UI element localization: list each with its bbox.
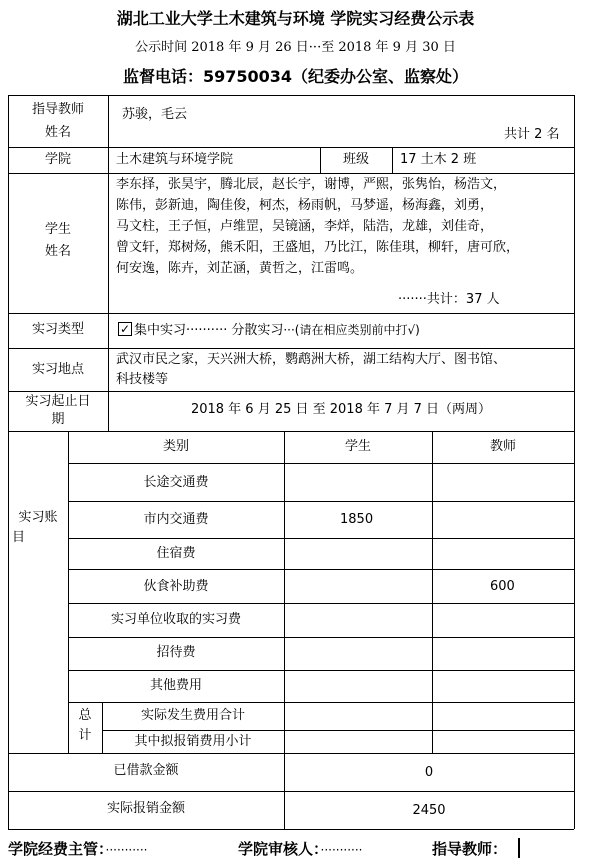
row-category: 市内交通费: [143, 512, 209, 527]
footer-director: [8, 838, 147, 859]
subtotal-actual: 实际发生费用合计: [140, 708, 245, 723]
teacher-total: 共计 2 名: [504, 127, 560, 142]
footer-reviewer-dots: ···········: [320, 843, 363, 857]
row-teacher-amount: 600: [490, 579, 515, 594]
type-scattered: 分散实习: [231, 323, 284, 338]
row-category: 住宿费: [156, 546, 196, 561]
teacher-label: 指导教师: [31, 102, 84, 117]
col-header-category: 类别: [162, 439, 189, 454]
col-header-teacher: 教师: [489, 439, 516, 454]
supervision-hotline: 监督电话：59750034（纪委办公室、监察处）: [122, 67, 469, 86]
teacher-names: 苏骏，毛云: [122, 107, 188, 122]
footer-reviewer-label: 学院审核人：: [238, 840, 321, 858]
student-total: ·······共计：37 人: [398, 292, 500, 307]
subtotal-reimburse: 其中拟报销费用小计: [134, 734, 252, 749]
col-header-student: 学生: [344, 439, 371, 454]
footer-director-dots: ···········: [105, 843, 148, 857]
row-category: 伙食补助费: [143, 579, 209, 594]
accounts-label-2: 目: [12, 530, 26, 545]
dates-label-2: 期: [51, 412, 65, 427]
row-category: 长途交通费: [143, 475, 209, 490]
student-names-line: 曾文轩，郑树炀，熊禾阳，王盛旭，乃比江，陈佳琪，柳轩，唐可欣，: [116, 240, 520, 255]
type-note: ···(请在相应类别前中打√): [283, 323, 420, 337]
location-line: 武汉市民之家，天兴洲大桥，鹦鹉洲大桥，湖工结构大厅、图书馆、: [116, 352, 507, 367]
location-line: 科技楼等: [116, 372, 169, 387]
total-label: 总: [78, 708, 92, 723]
college-label: 学院: [44, 152, 71, 167]
total-label-2: 计: [78, 728, 92, 743]
student-names-line: 李东择，张昊宇，腾北辰，赵长宇，谢博，严熙，张隽怡，杨浩文，: [116, 177, 507, 192]
type-label: 实习类型: [31, 322, 84, 337]
location-label: 实习地点: [31, 362, 84, 377]
row-category: 实习单位收取的实习费: [110, 612, 241, 627]
text-cursor: [518, 838, 520, 858]
type-dots: ··········: [186, 323, 228, 338]
publicity-period: 公示时间 2018 年 9 月 26 日···至 2018 年 9 月 30 日: [135, 40, 456, 55]
footer-teacher: 指导教师：: [432, 840, 508, 858]
student-label-2: 姓名: [44, 244, 71, 259]
reimburse-value: 2450: [412, 803, 446, 818]
footer-director-label: 学院经费主管：: [8, 840, 106, 858]
row-category: 其他费用: [149, 678, 202, 693]
student-names-line: 何安逸，陈卉，刘芷涵，黄哲之，江雷鸣。: [116, 261, 364, 276]
type-concentrated: 集中实习: [134, 323, 187, 338]
teacher-label-2: 姓名: [44, 125, 71, 140]
class-label: 班级: [342, 152, 369, 167]
footer-reviewer: [238, 838, 362, 859]
class-value: 17 土木 2 班: [400, 152, 477, 167]
college-value: 土木建筑与环境学院: [116, 152, 234, 167]
reimburse-label: 实际报销金额: [106, 801, 185, 816]
checkbox-checked-icon[interactable]: [118, 322, 132, 336]
dates-value: 2018 年 6 月 25 日 至 2018 年 7 月 7 日（两周）: [190, 402, 492, 417]
practice-type-options: [118, 321, 420, 340]
row-student-amount: 1850: [340, 512, 374, 527]
row-category: 招待费: [156, 645, 196, 660]
student-label: 学生: [44, 222, 71, 237]
borrowed-value: 0: [424, 765, 434, 780]
borrowed-label: 已借款金额: [113, 763, 179, 778]
accounts-label: 实习账: [18, 510, 58, 525]
document-title: 湖北工业大学土木建筑与环境 学院实习经费公示表: [116, 9, 475, 28]
dates-label: 实习起止日: [25, 394, 91, 409]
student-names-line: 马文柱，王子恒，卢维罡，吴镜涵，李烊，陆浩，龙雄，刘佳奇，: [116, 219, 494, 234]
student-names-line: 陈伟，彭新迪，陶佳俊，柯杰，杨雨帆，马梦遥，杨海鑫，刘勇，: [116, 198, 494, 213]
